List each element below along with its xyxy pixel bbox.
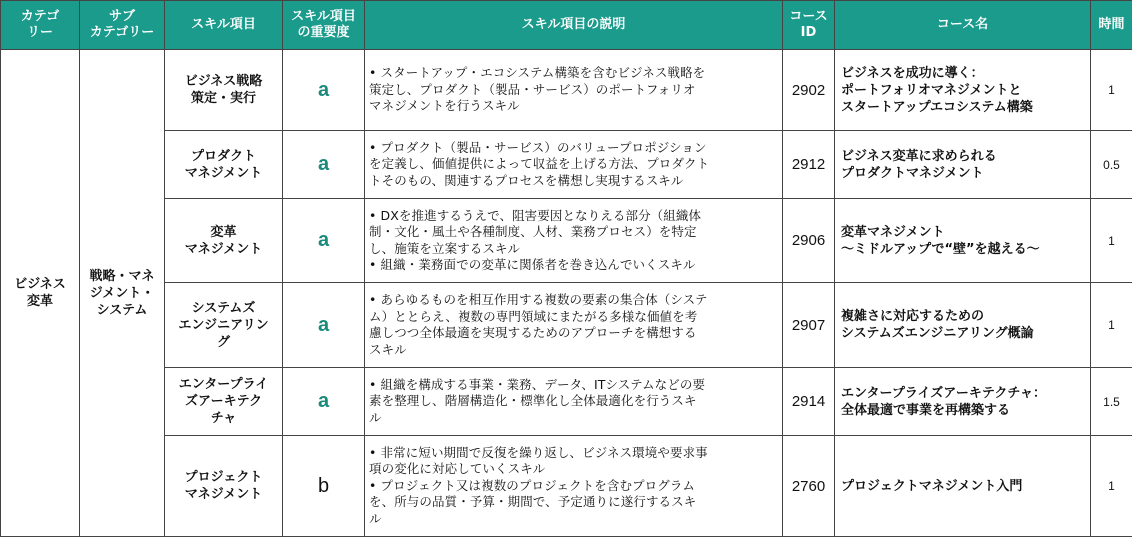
description-cell: • プロダクト（製品・サービス）のバリュープロポジション を定義し、価値提供によって収益を上げる方法、プロダクト トそのもの、関連するプロセスを構想し実現するスキル — [365, 131, 783, 199]
skill-item-cell: 変革 マネジメント — [165, 199, 283, 283]
course-id-cell: 2907 — [783, 283, 835, 368]
hours-cell: 1 — [1091, 50, 1132, 131]
skill-item-cell: プロダクト マネジメント — [165, 131, 283, 199]
description-cell: • あらゆるものを相互作用する複数の要素の集合体（システ ム）ととらえ、複数の専門領域にまたがる多様な価値を考 慮しつつ全体最適を実現するためのアプローチを構想する スキル — [365, 283, 783, 368]
table-row — [1, 50, 1132, 131]
course-id-cell: 2906 — [783, 199, 835, 283]
table-row — [1, 199, 1132, 283]
course-name-cell: 複雑さに対応するための システムズエンジニアリング概論 — [835, 283, 1091, 368]
course-name-cell: 変革マネジメント ～ミドルアップで“壁”を越える～ — [835, 199, 1091, 283]
course-name-cell: ビジネス変革に求められる プロダクトマネジメント — [835, 131, 1091, 199]
hours-cell: 1 — [1091, 436, 1132, 537]
course-id-cell: 2914 — [783, 368, 835, 436]
course-name-cell: ビジネスを成功に導く： ポートフォリオマネジメントと スタートアップエコシステム構築 — [835, 50, 1091, 131]
subcategory-cell: 戦略・マネ ジメント・ システム — [80, 50, 165, 537]
description-cell: • 組織を構成する事業・業務、データ、ITシステムなどの要 素を整理し、階層構造化・標準化し全体最適化を行うスキ ル — [365, 368, 783, 436]
skill-item-cell: システムズ エンジニアリン グ — [165, 283, 283, 368]
table-row — [1, 368, 1132, 436]
table-row — [1, 436, 1132, 537]
course-id-cell: 2760 — [783, 436, 835, 537]
header-importance: スキル項目 の重要度 — [283, 1, 365, 50]
skill-item-cell: プロジェクト マネジメント — [165, 436, 283, 537]
header-category: カテゴ リー — [1, 1, 80, 50]
hours-cell: 1 — [1091, 199, 1132, 283]
header-subcategory: サブ カテゴリー — [80, 1, 165, 50]
description-cell: • 非常に短い期間で反復を繰り返し、ビジネス環境や要求事 項の変化に対応していくスキル • プロジェクト又は複数のプロジェクトを含むプログラム を、所与の品質・予算・期間で、予定通りに遂行するスキ ル — [365, 436, 783, 537]
table-row — [1, 283, 1132, 368]
header-description: スキル項目の説明 — [365, 1, 783, 50]
hours-cell: 1 — [1091, 283, 1132, 368]
header-course-id: コース ID — [783, 1, 835, 50]
hours-cell: 0.5 — [1091, 131, 1132, 199]
importance-cell: a — [283, 131, 365, 199]
importance-cell: a — [283, 50, 365, 131]
skill-item-cell: ビジネス戦略 策定・実行 — [165, 50, 283, 131]
course-name-cell: エンタープライズアーキテクチャ： 全体最適で事業を再構築する — [835, 368, 1091, 436]
category-cell: ビジネス 変革 — [1, 50, 80, 537]
header-course-name: コース名 — [835, 1, 1091, 50]
importance-cell: a — [283, 283, 365, 368]
table-row — [1, 131, 1132, 199]
course-id-cell: 2912 — [783, 131, 835, 199]
skill-item-cell: エンタープライ ズアーキテク チャ — [165, 368, 283, 436]
header-skill-item: スキル項目 — [165, 1, 283, 50]
course-name-cell: プロジェクトマネジメント入門 — [835, 436, 1091, 537]
table-header-row — [1, 1, 1132, 50]
importance-cell: b — [283, 436, 365, 537]
course-id-cell: 2902 — [783, 50, 835, 131]
importance-cell: a — [283, 199, 365, 283]
header-hours: 時間 — [1091, 1, 1132, 50]
description-cell: • DXを推進するうえで、阻害要因となりえる部分（組織体 制・文化・風土や各種制度、人材、業務プロセス）を特定 し、施策を立案するスキル • 組織・業務面での変革に関係者を巻き込んでいくスキル — [365, 199, 783, 283]
description-cell: • スタートアップ・エコシステム構築を含むビジネス戦略を 策定し、プロダクト（製品・サービス）のポートフォリオ マネジメントを行うスキル — [365, 50, 783, 131]
hours-cell: 1.5 — [1091, 368, 1132, 436]
importance-cell: a — [283, 368, 365, 436]
